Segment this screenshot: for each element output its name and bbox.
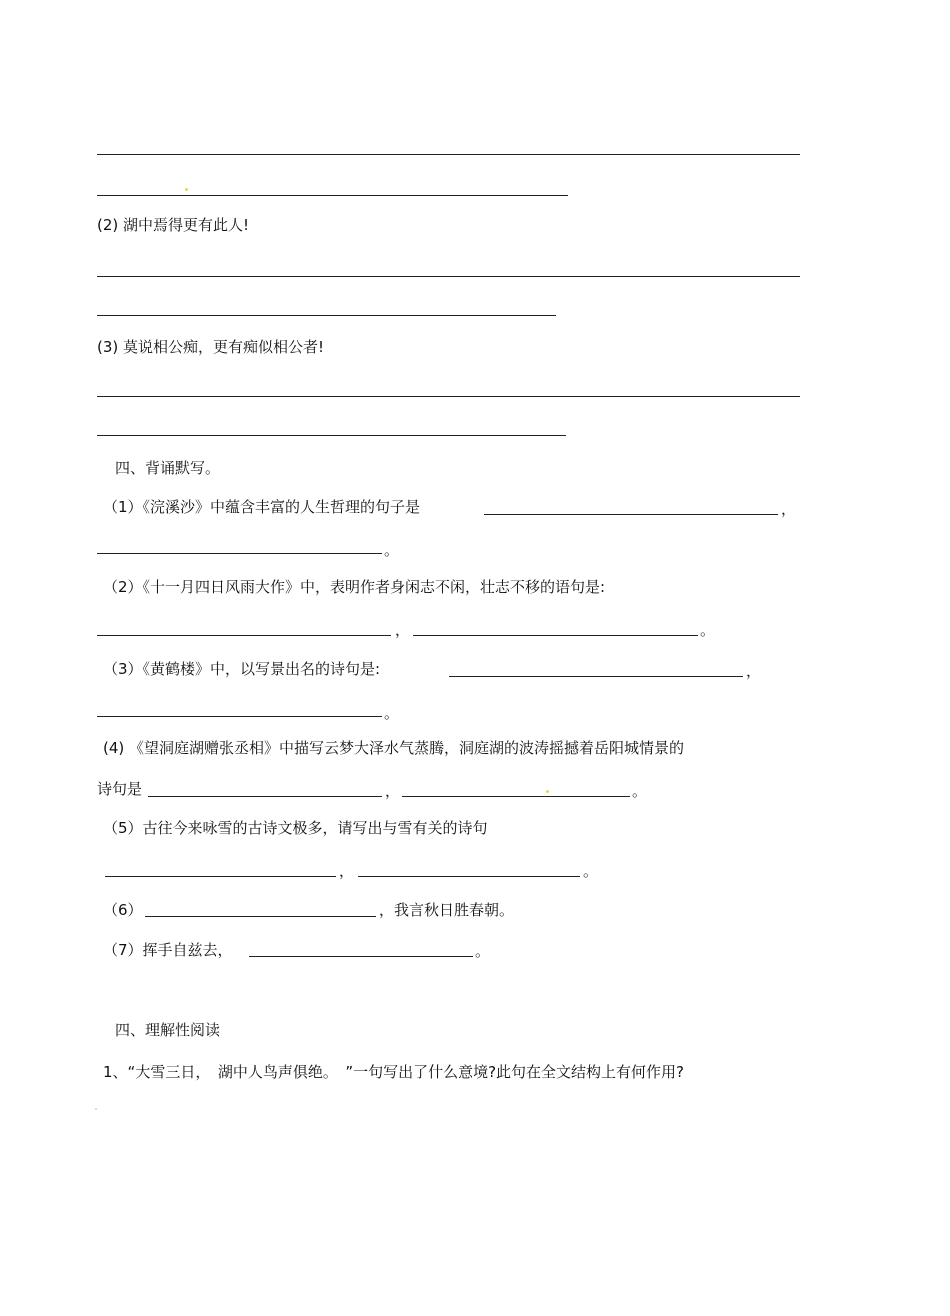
recitation-item-4-line-1: (4) 《望洞庭湖赠张丞相》中描写云梦大泽水气蒸腾，洞庭湖的波涛摇撼着岳阳城情景的 [103,739,685,757]
fill-blank [97,635,391,636]
fill-blank [484,514,778,515]
speck [546,790,549,793]
section-heading-recitation: 四、背诵默写。 [115,459,221,477]
recitation-item-5: （5）古往今来咏雪的古诗文极多，请写出与雪有关的诗句 [103,819,488,837]
period: 。 [384,541,400,559]
section-heading-reading: 四、理解性阅读 [115,1021,221,1039]
recitation-item-7-prefix: （7）挥手自兹去， [103,941,233,959]
fill-blank [358,876,580,877]
answer-line [97,276,800,277]
period: 。 [583,862,599,880]
fill-blank [97,716,382,717]
fill-blank [97,553,382,554]
fill-blank [402,796,630,797]
recitation-item-2: （2）《十一月四日风雨大作》中，表明作者身闲志不闲，壮志不移的语句是: [103,578,606,596]
fill-blank [148,796,382,797]
reading-question-1: 1、“大雪三日， 湖中人鸟声俱绝。 ”一句写出了什么意境?此句在全文结构上有何作用? [103,1063,685,1081]
comma: ， [385,782,401,800]
fill-blank [449,676,743,677]
recitation-item-6-prefix: （6） [103,901,143,919]
translation-question-2: (2) 湖中焉得更有此人! [97,216,250,234]
fill-blank [145,916,376,917]
fill-blank [105,876,336,877]
recitation-item-4-line-2: 诗句是 [97,780,143,798]
period: 。 [475,942,491,960]
answer-line [97,435,566,436]
fill-blank [413,635,698,636]
comma: ， [339,862,355,880]
period: 。 [384,704,400,722]
comma: ， [395,621,411,639]
recitation-item-6-suffix: ，我言秋日胜春朝。 [379,901,515,919]
recitation-item-1: （1）《浣溪沙》中蕴含丰富的人生哲理的句子是 [103,498,421,516]
comma: ， [746,662,762,680]
answer-line [97,195,568,196]
answer-line [97,315,556,316]
answer-line [97,154,800,155]
speck [185,188,188,191]
comma: ， [781,500,797,518]
fill-blank [249,956,473,957]
answer-line [97,396,800,397]
translation-question-3: (3) 莫说相公痴，更有痴似相公者! [97,338,325,356]
period: 。 [632,782,648,800]
recitation-item-3: （3）《黄鹤楼》中，以写景出名的诗句是: [103,660,381,678]
speck [95,1108,97,1110]
period: 。 [700,621,716,639]
